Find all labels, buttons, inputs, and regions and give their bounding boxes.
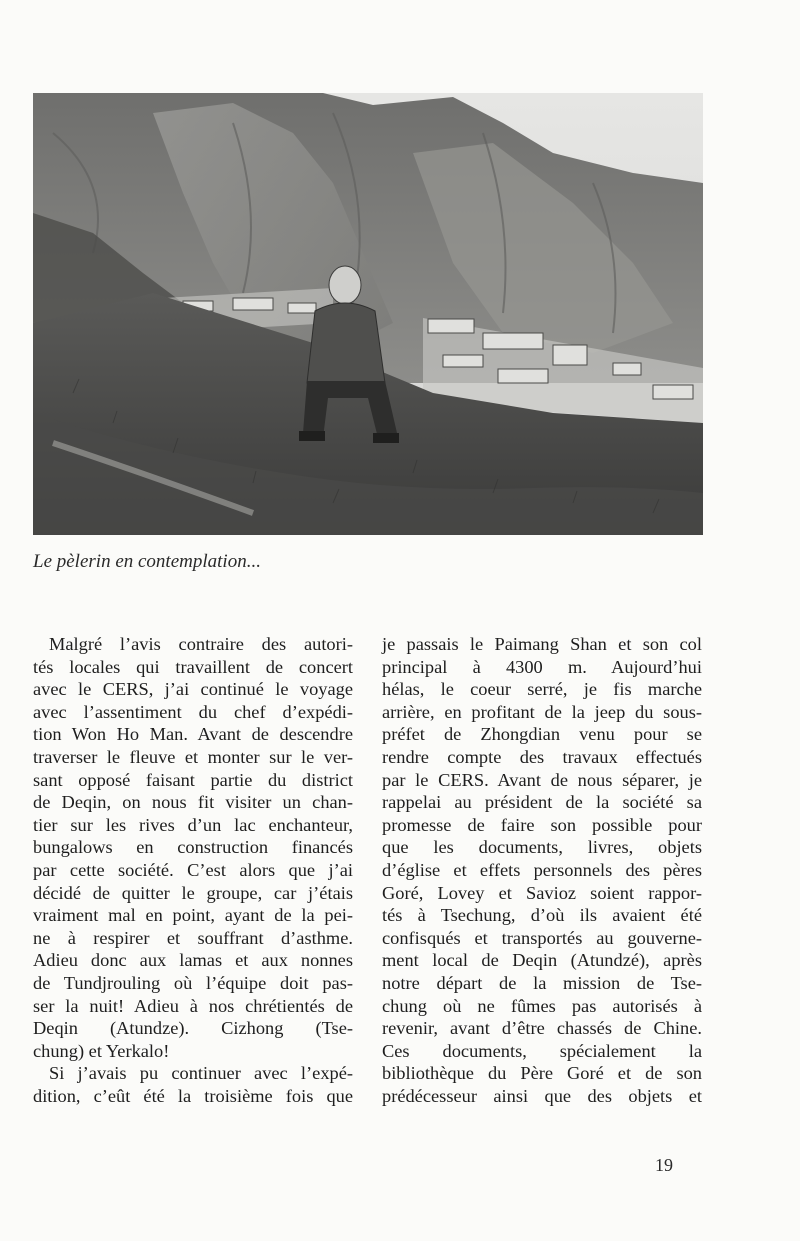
text-line: que les documents, livres, objets [382,837,702,858]
text-line: tion Won Ho Man. Avant de descendre [33,724,353,745]
text-line: Malgré l’avis contraire des autori- [49,634,353,654]
text-line: par cette société. C’est alors que j’ai [33,859,353,880]
text-line: tés locales qui travaillent de concert [33,656,353,677]
text-line: avec l’assentiment du chef d’expédi- [33,701,353,722]
text-line: par le CERS. Avant de nous séparer, je [382,769,702,790]
text-line: chung où ne fûmes pas autorisés à [382,995,702,1016]
text-line: ment local de Deqin (Atundzé), après [382,950,702,971]
text-line: Si j’avais pu continuer avec l’expé- [49,1063,353,1084]
text-line: promesse de faire son possible pour [382,814,702,835]
photo-illustration [33,93,703,535]
text-line: chung) et Yerkalo! [33,1040,170,1061]
text-line: Ces documents, spécialement la [382,1040,702,1061]
text-line: confisqués et transportés au gouverne- [382,927,702,948]
text-line: rendre compte des travaux effectués [382,746,702,767]
text-line: sant opposé faisant partie du district [33,769,353,790]
text-line: tier sur les rives d’un lac enchanteur, [33,814,353,835]
text-line: notre départ de la mission de Tse- [382,972,702,993]
page-number: 19 [655,1155,673,1175]
text-line: de Deqin, on nous fit visiter un chan- [33,792,353,813]
text-line: décidé de quitter le groupe, car j’étais [33,882,353,903]
text-line: je passais le Paimang Shan et son col [382,634,702,654]
text-line: revenir, avant d’être chassés de Chine. [382,1018,702,1039]
text-line: arrière, en profitant de la jeep du sous- [382,701,702,722]
text-line: vraiment mal en point, ayant de la pei- [33,905,353,926]
text-line: Adieu donc aux lamas et aux nonnes [33,950,353,971]
text-line: préfet de Zhongdian venu pour se [382,724,702,745]
text-line: tés à Tsechung, d’où ils avaient été [382,905,702,926]
text-line: principal à 4300 m. Aujourd’hui [382,656,702,677]
text-column-right [382,633,702,1107]
text-line: Deqin (Atundze). Cizhong (Tse- [33,1018,353,1039]
text-line: ne à respirer et souffrant d’asthme. [33,927,353,948]
text-line: prédécesseur ainsi que des objets et [382,1085,702,1106]
text-column-left [33,633,353,1107]
photo-caption: Le pèlerin en contemplation... [33,551,261,572]
text-line: bibliothèque du Père Goré et de son [382,1063,702,1084]
text-line: traverser le fleuve et monter sur le ver- [33,746,353,767]
text-line: bungalows en construction financés [33,837,353,858]
photograph-pilgrim-village [33,93,703,535]
text-line: ser la nuit! Adieu à nos chrétientés de [33,995,353,1016]
text-line: dition, c’eût été la troisième fois que [33,1085,353,1106]
text-line: rappelai au président de la société sa [382,792,702,813]
text-line: Goré, Lovey et Savioz soient rappor- [382,882,702,903]
text-line: de Tundjrouling où l’équipe doit pas- [33,972,353,993]
text-line: d’église et effets personnels des pères [382,859,702,880]
text-line: hélas, le coeur serré, je fis marche [382,679,702,700]
text-line: avec le CERS, j’ai continué le voyage [33,679,353,700]
